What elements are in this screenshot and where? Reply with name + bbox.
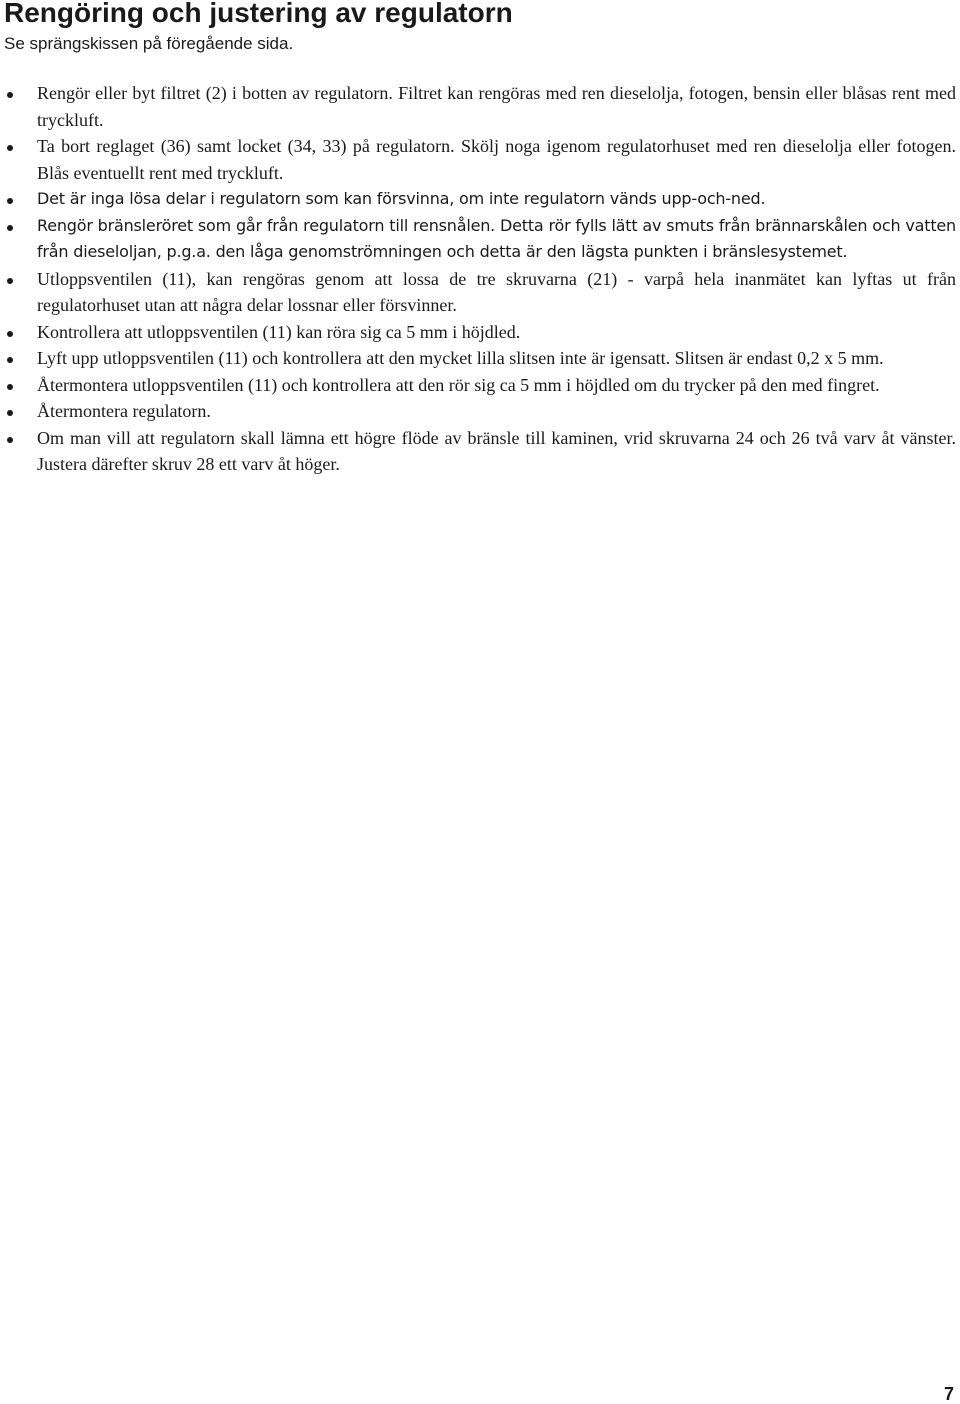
bullet-icon xyxy=(7,145,13,151)
list-item-text: Rengör bränsleröret som går från regulatorn till rensnålen. Detta rör fylls lätt av smuts från brännarskålen och vatten från dieseloljan, p.g.a. den låga genomströmningen och detta är den lägsta punkten i bränslesystemet. xyxy=(37,215,956,261)
list-item-text: Kontrollera att utloppsventilen (11) kan röra sig ca 5 mm i höjdled. xyxy=(37,321,521,342)
list-item xyxy=(0,186,960,213)
bullet-icon xyxy=(7,278,13,284)
page-number: 7 xyxy=(943,1384,954,1404)
list-item-text: Det är inga lösa delar i regulatorn som kan försvinna, om inte regulatorn vänds upp-och-ned. xyxy=(37,189,766,208)
list-item xyxy=(0,398,960,425)
list-item-text: Rengör eller byt filtret (2) i botten av regulatorn. Filtret kan rengöras med ren dieselolja, fotogen, bensin eller blåsas rent med tryckluft. xyxy=(37,83,956,130)
instruction-list xyxy=(0,80,960,478)
list-item xyxy=(0,319,960,346)
list-item xyxy=(0,213,960,266)
list-item-text: Utloppsventilen (11), kan rengöras genom att lossa de tre skruvarna (21) - varpå hela inanmätet kan lyftas ut från regulatorhuset utan att några delar lossnar eller försvinner. xyxy=(37,268,956,315)
list-item xyxy=(0,345,960,372)
list-item xyxy=(0,266,960,319)
list-item xyxy=(0,80,960,133)
list-item xyxy=(0,425,960,478)
bullet-icon xyxy=(7,410,13,416)
page-title: Rengöring och justering av regulatorn xyxy=(4,0,513,28)
list-item xyxy=(0,372,960,399)
list-item-text: Om man vill att regulatorn skall lämna ett högre flöde av bränsle till kaminen, vrid skruvarna 24 och 26 två varv åt vänster. Justera därefter skruv 28 ett varv åt höger. xyxy=(37,427,956,474)
bullet-icon xyxy=(7,384,13,390)
bullet-icon xyxy=(7,437,13,443)
bullet-icon xyxy=(7,92,13,98)
bullet-icon xyxy=(7,225,13,231)
list-item-text: Återmontera regulatorn. xyxy=(37,401,211,421)
bullet-icon xyxy=(7,357,13,363)
list-item-text: Lyft upp utloppsventilen (11) och kontrollera att den mycket lilla slitsen inte är igensatt. Slitsen är endast 0,2 x 5 mm. xyxy=(37,348,884,368)
bullet-icon xyxy=(7,331,13,337)
page-subtitle: Se sprängskissen på föregående sida. xyxy=(4,34,294,53)
bullet-icon xyxy=(7,198,13,204)
list-item-text: Ta bort reglaget (36) samt locket (34, 33) på regulatorn. Skölj noga igenom regulatorhuset med ren dieselolja eller fotogen. Blås eventuellt rent med tryckluft. xyxy=(37,136,956,183)
list-item xyxy=(0,133,960,186)
list-item-text: Återmontera utloppsventilen (11) och kontrollera att den rör sig ca 5 mm i höjdled om du trycker på den med fingret. xyxy=(37,374,880,395)
